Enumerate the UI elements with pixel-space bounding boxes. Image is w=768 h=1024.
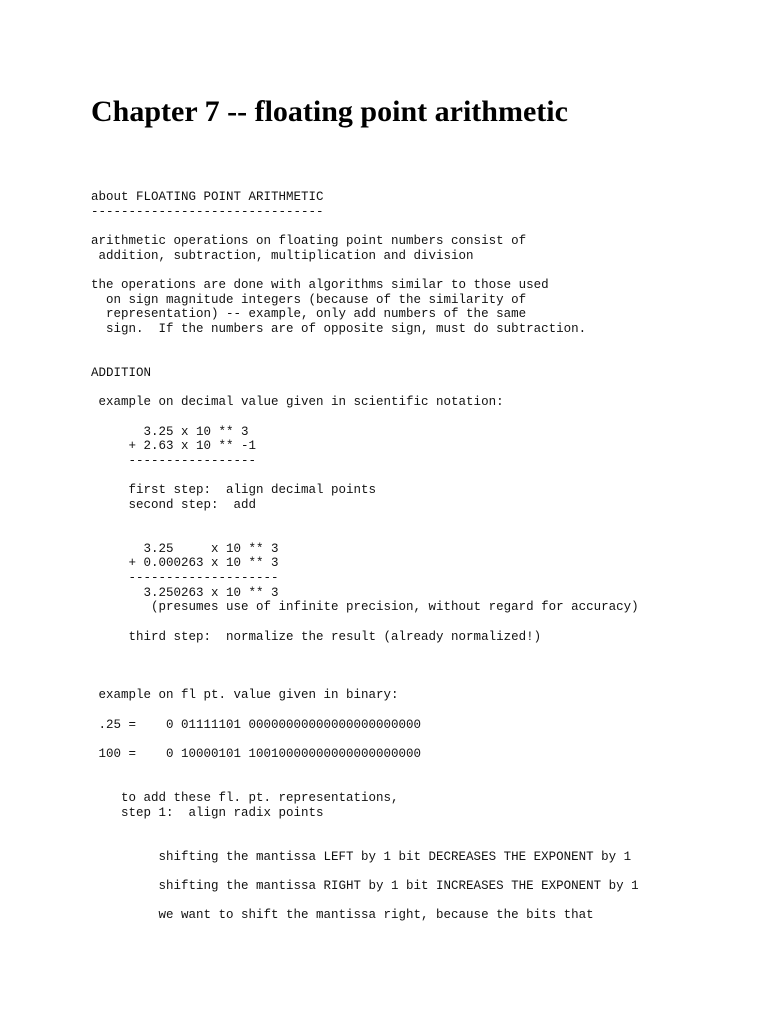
body-text: about FLOATING POINT ARITHMETIC ------------------------------- arithmetic operations on floating point numbers consist of addition, subtraction, multiplication and division the operations are done with algorithms similar to those used on sign magnitude integers (because of the similarity of representation) -- example, only add numbers of the same sign. If the numbers are of opposite sign, must do subtraction. ADDITION example on decimal value given in scientific notation: 3.25 x 10 ** 3 + 2.63 x 10 ** -1 ----------------- first step: align decimal points second step: add 3.25 x 10 ** 3 + 0.000263 x 10 ** 3 -------------------- 3.250263 x 10 ** 3 (presumes use of infinite precision, without regard for accuracy) third step: normalize the result (already normalized!) example on fl pt. value given in binary: .25 = 0 01111101 00000000000000000000000 100 = 0 10000101 10010000000000000000000 to add these fl. pt. representations, step 1: align radix points shifting the mantissa LEFT by 1 bit DECREASES THE EXPONENT by 1 shifting the mantissa RIGHT by 1 bit INCREASES THE EXPONENT by 1 we want to shift the mantissa right, because the bits that (91, 190, 639, 923)
chapter-title: Chapter 7 -- floating point arithmetic (91, 95, 568, 128)
